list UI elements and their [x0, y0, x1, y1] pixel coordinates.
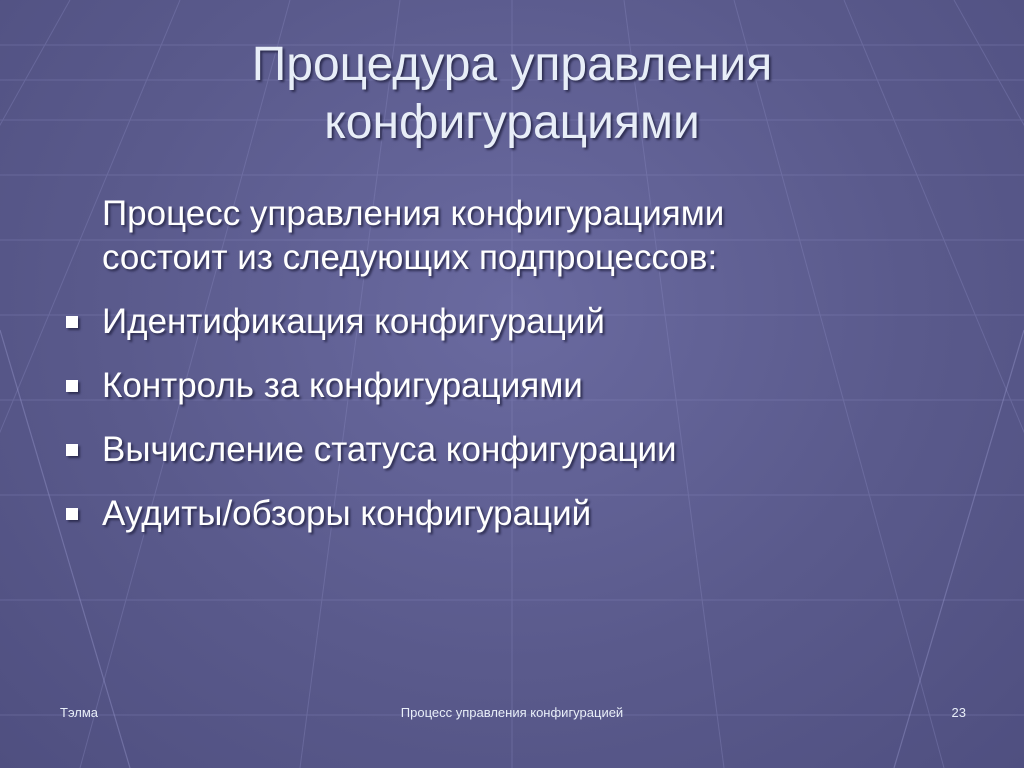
page-number: 23 [951, 705, 966, 720]
slide-body [60, 192, 960, 556]
intro-text [60, 192, 960, 280]
footer-left-text: Тэлма [60, 705, 99, 720]
bullet-text: Вычисление статуса конфигурации [102, 430, 677, 469]
square-bullet-icon [66, 380, 78, 392]
slide-title-line-2: конфигурациями [324, 96, 700, 149]
slide-title [0, 36, 1024, 152]
slide-title-line-1: Процедура управления [251, 38, 773, 91]
intro-line-2: состоит из следующих подпроцессов: [102, 238, 718, 277]
bullet-text: Контроль за конфигурациями [102, 366, 583, 405]
bullet-item [60, 428, 960, 472]
square-bullet-icon [66, 444, 78, 456]
square-bullet-icon [66, 508, 78, 520]
intro-line-1: Процесс управления конфигурациями [102, 194, 725, 233]
bullet-item [60, 492, 960, 536]
bullet-text: Идентификация конфигураций [102, 302, 605, 341]
bullet-text: Аудиты/обзоры конфигураций [102, 494, 592, 533]
square-bullet-icon [66, 316, 78, 328]
bullet-item [60, 300, 960, 344]
footer-center-text: Процесс управления конфигурацией [400, 705, 624, 720]
bullet-item [60, 364, 960, 408]
